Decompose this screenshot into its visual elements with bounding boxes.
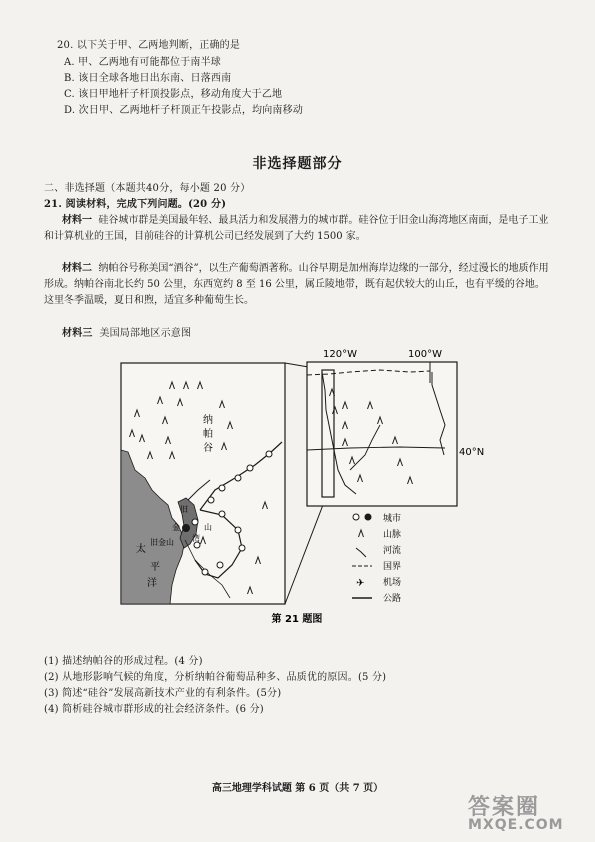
label-lon-120: 120°W bbox=[323, 349, 357, 360]
label-napa-1: 纳 bbox=[203, 415, 213, 426]
sf-city-marker bbox=[182, 524, 190, 532]
legend-border: 国界 bbox=[383, 562, 402, 572]
q21-subq-2: (2) 从地形影响气候的角度，分析纳帕谷葡萄品种多、品质优的原因。(5 分) bbox=[44, 672, 387, 683]
label-jin: 金 bbox=[172, 523, 180, 532]
q21-subq-4: (4) 简析硅谷城市群形成的社会经济条件。(6 分) bbox=[44, 704, 264, 715]
overview-map-frame bbox=[307, 362, 457, 506]
label-napa-2: 帕 bbox=[203, 429, 213, 440]
q21-subq-1: (1) 描述纳帕谷的形成过程。(4 分) bbox=[44, 656, 203, 667]
q20-stem: 20. 以下关于甲、乙两地判断，正确的是 bbox=[57, 40, 241, 51]
legend-mountain: 山脉 bbox=[383, 530, 402, 540]
label-lat-40: 40°N bbox=[459, 447, 485, 458]
label-lon-100: 100°W bbox=[408, 349, 442, 360]
q21-subq-3: (3) 简述“硅谷”发展高新技术产业的有利条件。(5分) bbox=[44, 688, 282, 699]
figure-caption: 第 21 题图 bbox=[271, 614, 323, 625]
material-3-label: 材料三 bbox=[62, 328, 93, 339]
material-2-label: 材料二 bbox=[62, 263, 92, 274]
legend bbox=[352, 512, 401, 604]
page-footer: 高三地理学科试题 第 6 页（共 7 页） bbox=[211, 783, 384, 794]
q20-option-c: C. 该日甲地杆子杆顶投影点，移动角度大于乙地 bbox=[64, 89, 283, 100]
watermark-url: MXQE.COM bbox=[468, 817, 564, 833]
q20-option-d: D. 次日甲、乙两地杆子杆顶正午投影点，均向南移动 bbox=[64, 105, 304, 116]
watermark-logo: 答案圈 bbox=[468, 795, 541, 820]
material-1-text: 硅谷城市群是美国最年轻、最具活力和发展潜力的城市群。硅谷位于旧金山海湾地区南面，是电子工业和计算机业的王国，目前硅谷的计算机公司已经发展到了大约 1500 家。 bbox=[44, 215, 549, 242]
section-intro: 二、非选择题（本题共40分，每小题 20 分） bbox=[44, 183, 251, 194]
label-sf: 旧金山 bbox=[150, 538, 174, 547]
airport-icon: ✈ bbox=[356, 578, 365, 589]
label-pacific-3: 洋 bbox=[147, 578, 157, 589]
label-shan: 山 bbox=[204, 523, 212, 532]
q20-option-b: B. 该日全球各地日出东南、日落西南 bbox=[64, 73, 232, 84]
label-napa-3: 谷 bbox=[203, 443, 213, 454]
label-jiu: 旧 bbox=[180, 505, 188, 514]
label-pacific-1: 太 bbox=[136, 544, 146, 555]
label-wan: 湾 bbox=[192, 534, 200, 543]
legend-road: 公路 bbox=[383, 594, 402, 604]
material-1-label: 材料一 bbox=[62, 215, 92, 226]
q21-stem: 21. 阅读材料，完成下列问题。(20 分) bbox=[44, 199, 227, 210]
section-title: 非选择题部分 bbox=[252, 156, 343, 172]
legend-airport: 机场 bbox=[383, 578, 402, 588]
material-3-text: 美国局部地区示意图 bbox=[99, 328, 192, 339]
label-pacific-2: 平 bbox=[150, 562, 160, 573]
legend-river: 河流 bbox=[383, 546, 402, 556]
material-2-text: 纳帕谷号称美国“酒谷”，以生产葡萄酒著称。山谷早期是加州海岸边缘的一部分，经过漫长的地质作用形成。纳帕谷南北长约 50 公里，东西宽约 8 至 16 公里，属丘陵地带，既有起伏较大的山丘，也有平缓的谷地。这里冬季温暖，夏日和煦，适宜多种葡萄生长。 bbox=[44, 263, 549, 306]
legend-city: 城市 bbox=[383, 514, 402, 524]
q20-option-a: A. 甲、乙两地有可能都位于南半球 bbox=[64, 57, 221, 68]
